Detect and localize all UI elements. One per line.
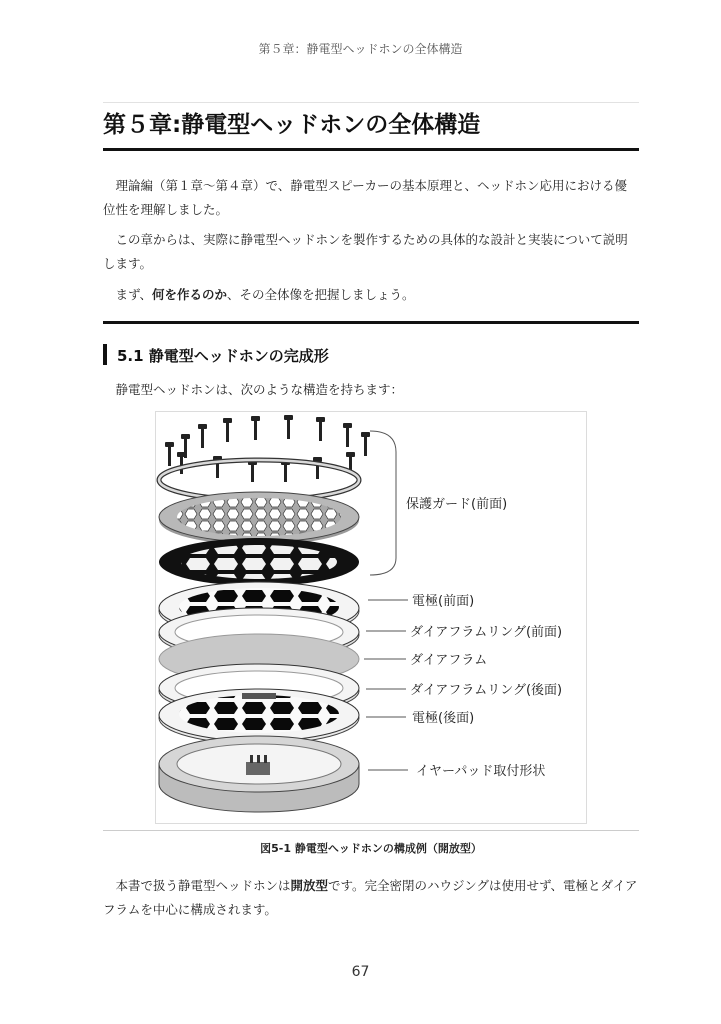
- section-rule: [103, 321, 639, 324]
- page-number: 67: [351, 964, 370, 980]
- closing-emphasis: 開放型: [290, 878, 329, 893]
- label-diaphragm: ダイアフラム: [410, 653, 488, 668]
- figure-caption: 図5-1 静電型ヘッドホンの構成例（開放型）: [260, 842, 482, 855]
- intro-paragraph-3: [103, 283, 639, 307]
- closing-after: です。完全密閉のハウジングは使用せず、電極とダイアフラムを中心に構成されます。: [103, 878, 638, 917]
- running-header: 第５章：静電型ヘッドホンの全体構造: [258, 42, 463, 56]
- header-rule: [103, 102, 639, 103]
- exploded-view-diagram: [156, 412, 586, 823]
- exploded-view-figure: [155, 411, 587, 824]
- label-ear-pad-mount: イヤーパッド取付形状: [416, 764, 546, 779]
- intro-p3-emphasis: 何を作るのか: [152, 287, 228, 302]
- black-mesh-guard: [159, 538, 359, 586]
- label-back-electrode: 電極(後面): [412, 711, 475, 726]
- chapter-title: 第５章:静電型ヘッドホンの全体構造: [103, 112, 481, 138]
- closing-before: 本書で扱う静電型ヘッドホンは: [115, 878, 291, 893]
- label-front-diaphragm-ring: ダイアフラムリング(前面): [410, 625, 563, 640]
- chapter-rule: [103, 148, 639, 151]
- closing-paragraph: [103, 874, 639, 922]
- ear-pad-mount: [159, 736, 359, 812]
- section-title: 5.1 静電型ヘッドホンの完成形: [117, 347, 329, 365]
- intro-paragraph-2: この章からは、実際に静電型ヘッドホンを製作するための具体的な設計と実装について説明します。: [103, 232, 628, 271]
- label-back-diaphragm-ring: ダイアフラムリング(後面): [410, 683, 563, 698]
- section-marker: [103, 344, 107, 365]
- caption-rule: [103, 830, 639, 831]
- section-lead: 静電型ヘッドホンは、次のような構造を持ちます：: [115, 382, 404, 397]
- label-front-guard: 保護ガード(前面): [406, 497, 508, 512]
- screws: [165, 415, 370, 482]
- intro-paragraph-1: 理論編（第１章〜第４章）で、静電型スピーカーの基本原理と、ヘッドホン応用における優位性を理解しました。: [103, 178, 628, 217]
- front-guard: [159, 492, 359, 545]
- intro-p3-after: 、その全体像を把握しましょう。: [227, 287, 415, 302]
- leader-lines: [364, 600, 408, 770]
- label-front-electrode: 電極(前面): [412, 594, 475, 609]
- guard-bracket: [370, 431, 396, 575]
- intro-p3-before: まず、: [115, 287, 153, 302]
